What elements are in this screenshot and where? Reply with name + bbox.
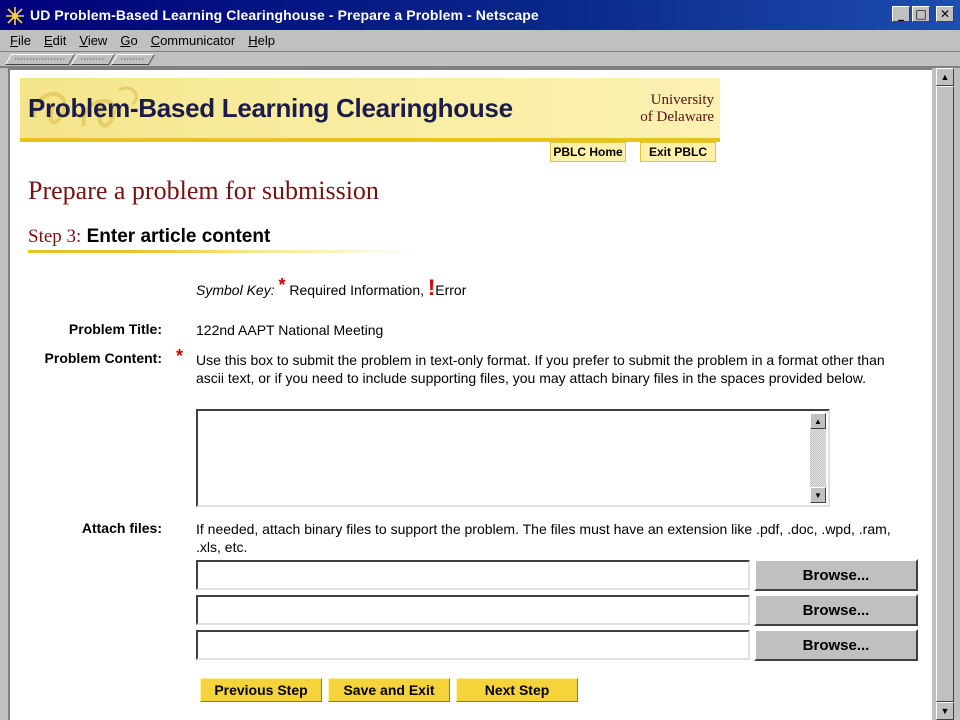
problem-title-value: 122nd AAPT National Meeting [196,322,384,338]
required-info-text: Required Information, [289,282,425,298]
browse-button-3[interactable]: Browse... [754,629,918,661]
attach-files-label: Attach files: [81,520,162,536]
menu-go[interactable] [120,33,137,48]
symbol-key-label: Symbol Key: [196,282,275,298]
menu-help[interactable] [248,33,275,48]
window-title-bar[interactable] [0,0,960,30]
attach-file-input-2[interactable] [196,595,750,625]
step-heading [28,226,270,248]
toolbar-collapse-tab-navigation[interactable] [5,54,75,65]
collapsed-toolbars [0,52,960,68]
close-button[interactable]: ✕ [936,6,954,22]
university-line-1: University [650,92,714,108]
page-title: Prepare a problem for submission [28,176,379,205]
toolbar-collapse-tab-personal[interactable] [111,54,155,65]
menu-view-key: V [79,33,88,48]
problem-content-textarea[interactable] [196,409,830,507]
textarea-scroll-up[interactable]: ▲ [810,413,826,429]
menu-file[interactable] [10,33,31,48]
netscape-icon [6,7,24,25]
problem-content-label: Problem Content: [44,350,162,366]
problem-content-required-mark: * [176,346,184,366]
attach-files-help: If needed, attach binary files to support the problem. The files must have an extension like .pdf, .doc, .wpd, .ram, .xls, etc. [196,521,891,555]
page-content [8,68,932,720]
maximize-button[interactable]: □ [912,6,930,22]
pblc-home-button[interactable]: PBLC Home [550,142,626,162]
menu-go-key: G [120,33,131,48]
menu-help-key: H [248,33,258,48]
error-text: Error [435,282,467,298]
menu-bar [0,30,960,52]
browse-button-1[interactable]: Browse... [754,559,918,591]
step-underline [28,250,418,253]
required-symbol: * [278,275,286,295]
menu-edit[interactable] [44,33,66,48]
textarea-scroll-down[interactable]: ▼ [810,487,826,503]
minimize-button[interactable]: _ [892,6,910,22]
pblc-banner [20,78,720,142]
window-controls [892,6,954,22]
page-scroll-down[interactable]: ▼ [936,702,954,720]
menu-view[interactable] [79,33,107,48]
page-scroll-thumb[interactable] [936,86,954,702]
problem-title-label: Problem Title: [68,321,162,337]
menu-file-key: F [10,33,18,48]
menu-view-rest: iew [87,33,108,48]
error-symbol: ! [427,275,436,300]
banner-title: Problem-Based Learning Clearinghouse [28,93,513,123]
attach-file-input-1[interactable] [196,560,750,590]
menu-communicator-rest: ommunicator [160,33,236,48]
step-name: Enter article content [86,226,271,247]
page-scrollbar[interactable] [936,68,954,720]
menu-communicator-key: C [150,33,161,48]
toolbar-collapse-tab-location[interactable] [71,54,115,65]
next-step-button[interactable]: Next Step [456,678,578,702]
textarea-scrollbar[interactable] [810,413,826,503]
window-title: UD Problem-Based Learning Clearinghouse - Prepare a Problem - Netscape [30,7,539,23]
menu-edit-rest: dit [52,33,67,48]
menu-edit-key: E [43,33,53,48]
menu-go-rest: o [130,33,138,48]
save-and-exit-button[interactable]: Save and Exit [328,678,450,702]
browse-button-2[interactable]: Browse... [754,594,918,626]
menu-file-rest: ile [17,33,31,48]
attach-file-input-3[interactable] [196,630,750,660]
university-line-2: of Delaware [640,109,714,125]
exit-pblc-button[interactable]: Exit PBLC [640,142,716,162]
menu-help-rest: elp [257,33,275,48]
university-logo-text [640,92,714,126]
page-scroll-up[interactable]: ▲ [936,68,954,86]
step-number: Step 3: [28,226,82,247]
menu-communicator[interactable] [151,33,236,48]
previous-step-button[interactable]: Previous Step [200,678,322,702]
problem-content-help: Use this box to submit the problem in text-only format. If you prefer to submit the problem in a format other than ascii text, or if you need to include supporting files, you may attach binary files in the spaces provided below. [196,352,885,386]
symbol-key [196,275,467,300]
